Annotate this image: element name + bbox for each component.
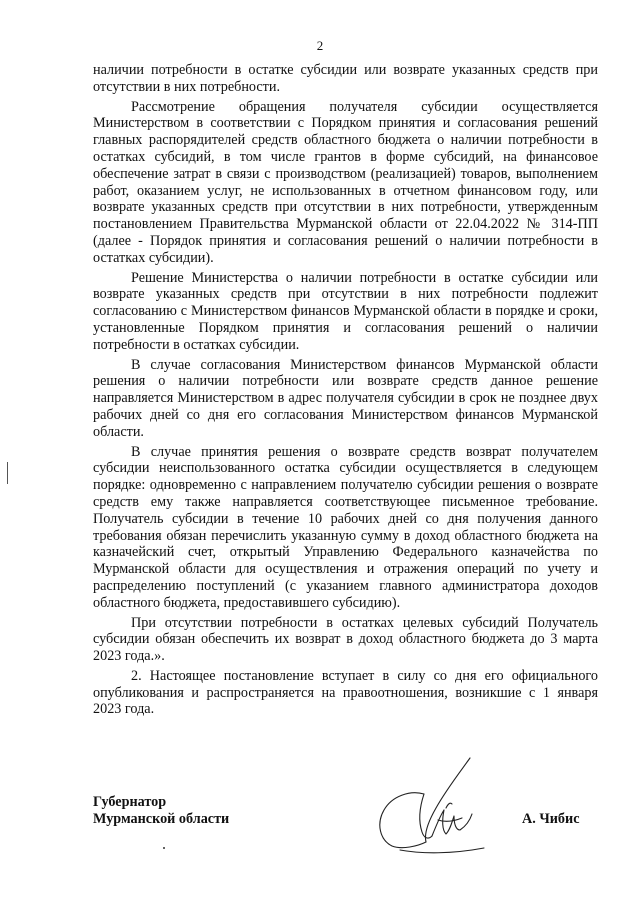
page-number: 2 bbox=[316, 38, 324, 53]
signatory-title bbox=[93, 794, 229, 828]
signatory-title-line1: Губернатор bbox=[93, 794, 167, 810]
handwritten-signature bbox=[362, 750, 497, 865]
paragraph: В случае согласования Министерством финансов Мурманской области решения о наличии потребности или возврате средств данное решение направляется Министерством в адрес получателя субсидии в срок не позднее двух рабочих дней со дня его согласования Министерством финансов Мурманской области. bbox=[93, 356, 598, 440]
paragraph-continuation: наличии потребности в остатке субсидии или возврате указанных средств при отсутствии в них потребности. bbox=[93, 62, 598, 95]
paragraph: 2. Настоящее постановление вступает в силу со дня его официального опубликования и распространяется на правоотношения, возникшие с 1 января 2023 года. bbox=[93, 667, 598, 718]
signatory-name: А. Чибис bbox=[522, 811, 580, 827]
margin-mark bbox=[7, 462, 8, 484]
paragraph: В случае принятия решения о возврате средств возврат получателем субсидии неиспользованного остатка субсидии осуществляется в следующем порядке: одновременно с направлением получателю субсидии решения о возврате средств ему также направляется соответствующее письменное требование. Получатель субсидии в течение 10 рабочих дней со дня получения данного требования обязан перечислить указанную сумму в доход областного бюджета на казначейский счет, открытый Управлению Федерального казначейства по Мурманской области для осуществления и отражения операций по учету и распределению поступлений (с указанием главного администратора доходов областного бюджета, предоставившего субсидию). bbox=[93, 443, 598, 611]
scan-dot bbox=[163, 847, 165, 849]
document-body bbox=[93, 62, 598, 718]
paragraph: При отсутствии потребности в остатках целевых субсидий Получатель субсидии обязан обеспечить их возврат в доход областного бюджета до 3 марта 2023 года.». bbox=[93, 614, 598, 665]
signatory-title-line2: Мурманской области bbox=[93, 811, 230, 827]
paragraph: Рассмотрение обращения получателя субсидии осуществляется Министерством в соответствии с Порядком принятия и согласования решений главных распорядителей средств областного бюджета о наличии потребности в остатках субсидий, в том числе грантов в форме субсидий, на финансовое обеспечение затрат в связи с производством (реализацией) товаров, выполнением работ, оказанием услуг, не использованных в отчетном финансовом году, или возврате указанных средств при отсутствии в них потребности, утвержденным постановлением Правительства Мурманской области от 22.04.2022 № 314-ПП (далее - Порядок принятия и согласования решений о наличии потребности в остатках субсидии). bbox=[93, 98, 598, 266]
paragraph: Решение Министерства о наличии потребности в остатке субсидии или возврате указанных средств при отсутствии в них потребности подлежит согласованию с Министерством финансов Мурманской области в порядке и сроки, установленные Порядком принятия и согласования решений о наличии потребности в остатках субсидии. bbox=[93, 269, 598, 353]
